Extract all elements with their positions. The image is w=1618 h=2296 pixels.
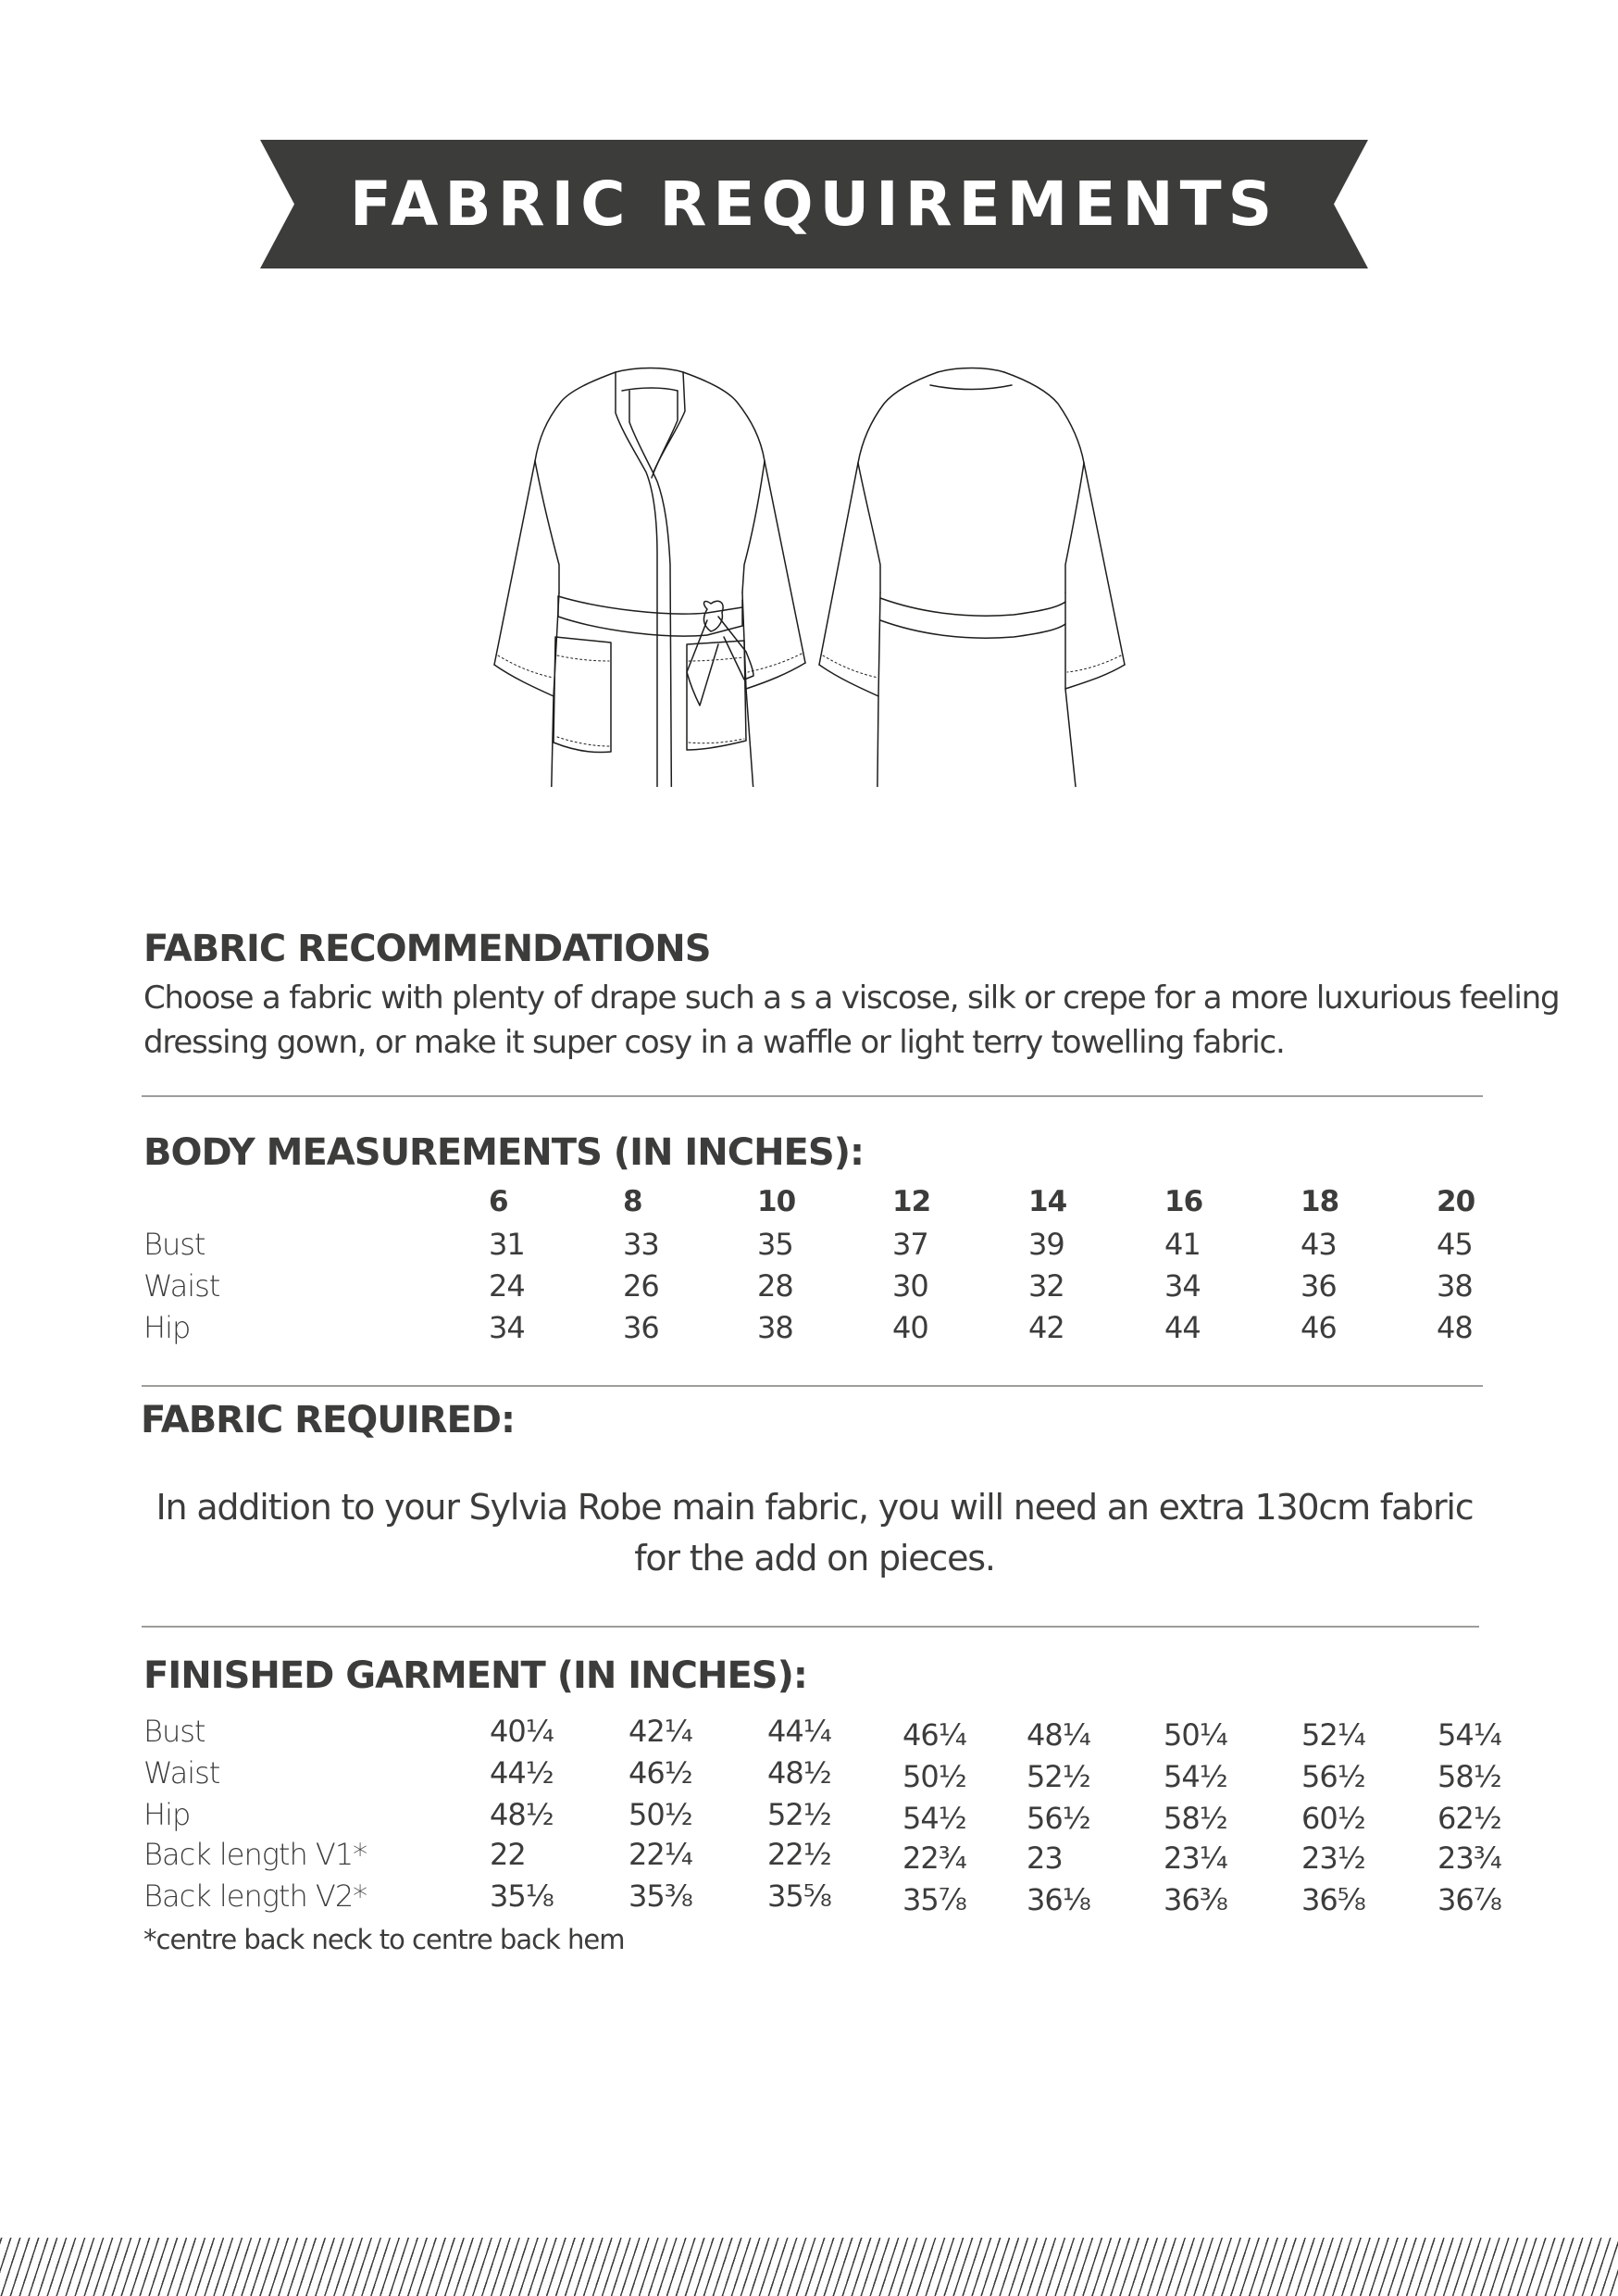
table-cell: 36⅝ [1301, 1882, 1365, 1917]
table-cell: 46¼ [902, 1717, 966, 1753]
table-cell: 48½ [490, 1797, 554, 1832]
size-header: 16 [1164, 1185, 1203, 1218]
table-cell: 58½ [1438, 1759, 1501, 1794]
table-cell: 23¾ [1438, 1841, 1501, 1876]
table-cell: 50½ [629, 1797, 692, 1832]
table-cell: 30 [892, 1268, 928, 1304]
table-cell: 22½ [767, 1837, 831, 1872]
size-header: 10 [757, 1185, 796, 1218]
table-cell: 38 [1437, 1268, 1473, 1304]
table-cell: 56½ [1301, 1759, 1365, 1794]
decorative-hatch-band [0, 2238, 1618, 2296]
table-cell: 36⅜ [1164, 1882, 1227, 1917]
recommendations-heading: FABRIC RECOMMENDATIONS [143, 928, 711, 970]
table-cell: 36 [623, 1310, 659, 1345]
table-cell: 50¼ [1164, 1717, 1227, 1753]
table-cell: 52¼ [1301, 1717, 1365, 1753]
table-cell: 43 [1301, 1227, 1337, 1262]
recommendations-line-1: Choose a fabric with plenty of drape such a s a viscose, silk or crepe for a more luxurious feeling [143, 980, 1560, 1017]
table-cell: 32 [1028, 1268, 1064, 1304]
table-cell: 23¼ [1164, 1841, 1227, 1876]
table-cell: 50½ [902, 1759, 966, 1794]
row-label: Waist [143, 1755, 220, 1791]
table-cell: 54¼ [1438, 1717, 1501, 1753]
fabric-required-heading: FABRIC REQUIRED: [141, 1399, 515, 1441]
size-header: 14 [1028, 1185, 1067, 1218]
table-cell: 54½ [902, 1801, 966, 1836]
row-label: Bust [143, 1714, 205, 1749]
table-cell: 38 [757, 1310, 793, 1345]
divider [142, 1626, 1479, 1628]
table-cell: 41 [1164, 1227, 1201, 1262]
size-header: 20 [1437, 1185, 1475, 1218]
row-label: Back length V2* [143, 1878, 367, 1914]
robe-back-view-icon [819, 368, 1125, 788]
table-cell: 35 [757, 1227, 793, 1262]
table-cell: 44 [1164, 1310, 1201, 1345]
table-cell: 54½ [1164, 1759, 1227, 1794]
table-cell: 31 [489, 1227, 525, 1262]
finished-garment-heading: FINISHED GARMENT (IN INCHES): [143, 1654, 807, 1697]
page-title: FABRIC REQUIREMENTS [349, 168, 1279, 240]
table-cell: 46 [1301, 1310, 1337, 1345]
table-cell: 22¼ [629, 1837, 692, 1872]
table-cell: 42 [1028, 1310, 1064, 1345]
row-label: Hip [143, 1310, 191, 1345]
table-cell: 34 [489, 1310, 525, 1345]
table-cell: 40¼ [490, 1714, 554, 1749]
size-header: 8 [623, 1185, 642, 1218]
table-cell: 48½ [767, 1755, 831, 1791]
table-cell: 35⅝ [767, 1878, 831, 1914]
title-banner [260, 140, 1368, 268]
divider [142, 1095, 1483, 1097]
table-cell: 26 [623, 1268, 659, 1304]
body-measurements-heading: BODY MEASUREMENTS (IN INCHES): [143, 1131, 864, 1174]
table-cell: 35⅞ [902, 1882, 966, 1917]
table-cell: 35⅜ [629, 1878, 692, 1914]
table-cell: 34 [1164, 1268, 1201, 1304]
table-cell: 36⅛ [1027, 1882, 1090, 1917]
table-cell: 36⅞ [1438, 1882, 1501, 1917]
table-cell: 48¼ [1027, 1717, 1090, 1753]
table-cell: 46½ [629, 1755, 692, 1791]
table-cell: 33 [623, 1227, 659, 1262]
size-header: 12 [892, 1185, 931, 1218]
table-cell: 23 [1027, 1841, 1063, 1876]
row-label: Waist [143, 1268, 220, 1304]
table-cell: 44½ [490, 1755, 554, 1791]
table-cell: 24 [489, 1268, 525, 1304]
robe-front-view-icon [494, 368, 805, 788]
fabric-required-line-1: In addition to your Sylvia Robe main fabric, you will need an extra 130cm fabric [156, 1487, 1474, 1528]
table-cell: 60½ [1301, 1801, 1365, 1836]
table-cell: 45 [1437, 1227, 1473, 1262]
table-cell: 52½ [1027, 1759, 1090, 1794]
footnote: *centre back neck to centre back hem [143, 1924, 625, 1955]
table-cell: 52½ [767, 1797, 831, 1832]
table-cell: 56½ [1027, 1801, 1090, 1836]
row-label: Back length V1* [143, 1837, 367, 1872]
table-cell: 35⅛ [490, 1878, 554, 1914]
table-cell: 48 [1437, 1310, 1473, 1345]
table-cell: 40 [892, 1310, 928, 1345]
recommendations-line-2: dressing gown, or make it super cosy in a waffle or light terry towelling fabric. [143, 1024, 1285, 1061]
size-header: 18 [1301, 1185, 1339, 1218]
table-cell: 28 [757, 1268, 793, 1304]
robe-drawings [481, 343, 1148, 787]
size-header: 6 [489, 1185, 508, 1218]
fabric-required-line-2: for the add on pieces. [634, 1538, 995, 1578]
table-cell: 62½ [1438, 1801, 1501, 1836]
table-cell: 37 [892, 1227, 928, 1262]
row-label: Bust [143, 1227, 205, 1262]
table-cell: 22¾ [902, 1841, 966, 1876]
table-cell: 23½ [1301, 1841, 1365, 1876]
table-cell: 36 [1301, 1268, 1337, 1304]
table-cell: 39 [1028, 1227, 1064, 1262]
table-cell: 44¼ [767, 1714, 831, 1749]
divider [142, 1385, 1483, 1387]
table-cell: 58½ [1164, 1801, 1227, 1836]
table-cell: 22 [490, 1837, 526, 1872]
row-label: Hip [143, 1797, 191, 1832]
table-cell: 42¼ [629, 1714, 692, 1749]
